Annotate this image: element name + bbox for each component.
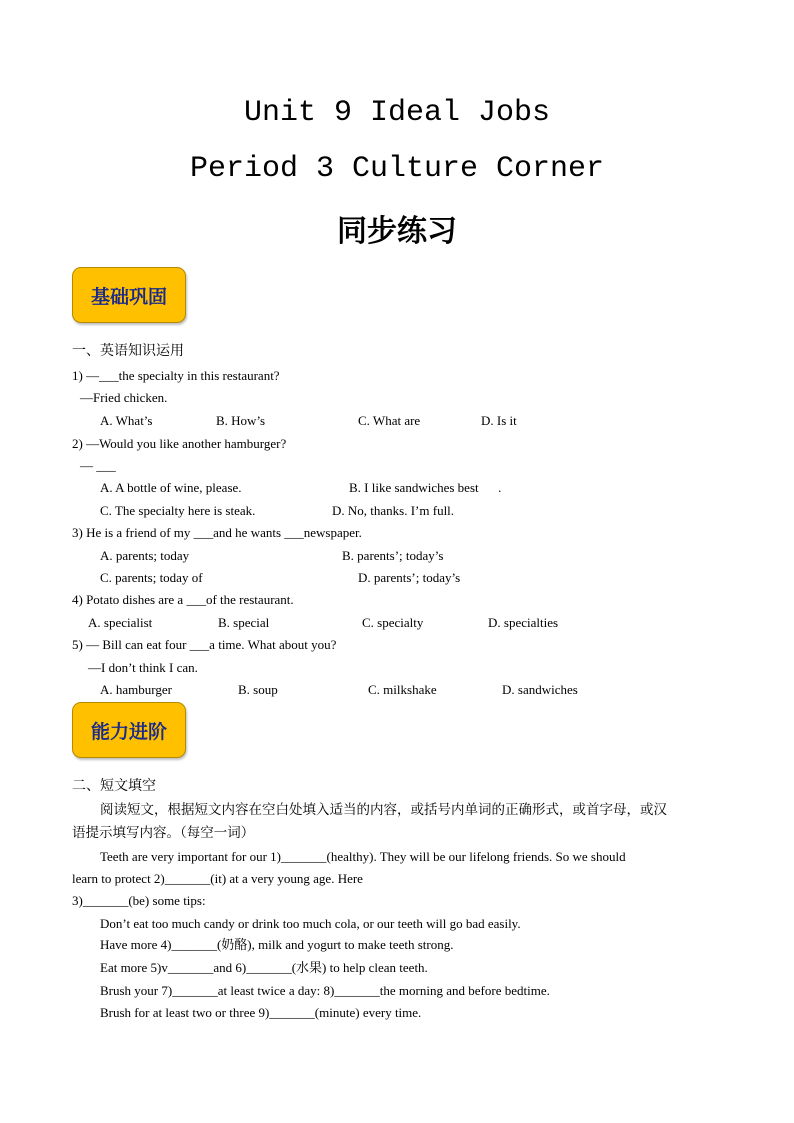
q3-option-b: B. parents’; today’s: [342, 548, 444, 563]
tip-4: Brush your 7)_______at least twice a day: 8)_______the morning and before bedtime.: [100, 983, 550, 998]
q5-stem: 5) — Bill can eat four ___a time. What about you?: [72, 637, 337, 652]
q4-option-c: C. specialty: [362, 615, 424, 630]
q2-option-d: D. No, thanks. I’m full.: [332, 503, 455, 518]
q2-option-b: B. I like sandwiches best .: [349, 480, 502, 495]
q5-option-a: A. hamburger: [100, 682, 172, 697]
q1-option-c: C. What are: [358, 413, 421, 428]
q4-option-d: D. specialties: [488, 615, 559, 630]
basic-badge: 基础巩固: [72, 267, 186, 323]
tip-3: Eat more 5)v_______and 6)_______(水果) to help clean teeth.: [100, 960, 428, 975]
q5-reply: —I don’t think I can.: [88, 660, 198, 675]
q1-option-a: A. What’s: [100, 413, 153, 428]
section2-heading: 二、短文填空: [72, 778, 156, 794]
section1-heading: 一、英语知识运用: [72, 343, 184, 359]
q5-option-d: D. sandwiches: [502, 682, 578, 697]
q3-option-d: D. parents’; today’s: [358, 570, 461, 585]
unit-title: Unit 9 Ideal Jobs: [243, 96, 551, 130]
q4-option-a: A. specialist: [88, 615, 153, 630]
q5-option-b: B. soup: [238, 682, 278, 697]
q2-reply: — ___: [80, 458, 116, 473]
period-title: Period 3 Culture Corner: [189, 152, 605, 186]
q2-stem: 2) —Would you like another hamburger?: [72, 436, 287, 451]
q3-option-c: C. parents; today of: [100, 570, 203, 585]
q1-option-d: D. Is it: [481, 413, 517, 428]
tip-2: Have more 4)_______(奶酪), milk and yogurt to make teeth strong.: [100, 937, 454, 952]
tip-1: Don’t eat too much candy or drink too much cola, or our teeth will go bad easily.: [100, 916, 521, 931]
q2-option-c: C. The specialty here is steak.: [100, 503, 256, 518]
advanced-badge: 能力进阶: [72, 702, 186, 758]
instruction-line-1: 阅读短文，根据短文内容在空白处填入适当的内容，或括号内单词的正确形式，或首字母，或汉: [100, 802, 667, 818]
q1-option-b: B. How’s: [216, 413, 266, 428]
q1-reply: —Fried chicken.: [80, 390, 168, 405]
tip-5: Brush for at least two or three 9)_______(minute) every time.: [100, 1005, 422, 1020]
q4-stem: 4) Potato dishes are a ___of the restaurant.: [72, 592, 294, 607]
passage-line-3: 3)_______(be) some tips:: [72, 893, 206, 908]
q1-stem: 1) —___the specialty in this restaurant?: [72, 368, 280, 383]
q5-option-c: C. milkshake: [368, 682, 437, 697]
instruction-line-2: 语提示填写内容。（每空一词）: [72, 825, 255, 841]
q2-option-a: A. A bottle of wine, please.: [100, 480, 242, 495]
q3-option-a: A. parents; today: [100, 548, 190, 563]
passage-line-1: Teeth are very important for our 1)_______(healthy). They will be our lifelong friends. So we should: [100, 849, 626, 864]
q3-stem: 3) He is a friend of my ___and he wants ___newspaper.: [72, 525, 362, 540]
practice-title: 同步练习: [337, 214, 457, 249]
q4-option-b: B. special: [218, 615, 270, 630]
passage-line-2: learn to protect 2)_______(it) at a very young age. Here: [72, 871, 363, 886]
